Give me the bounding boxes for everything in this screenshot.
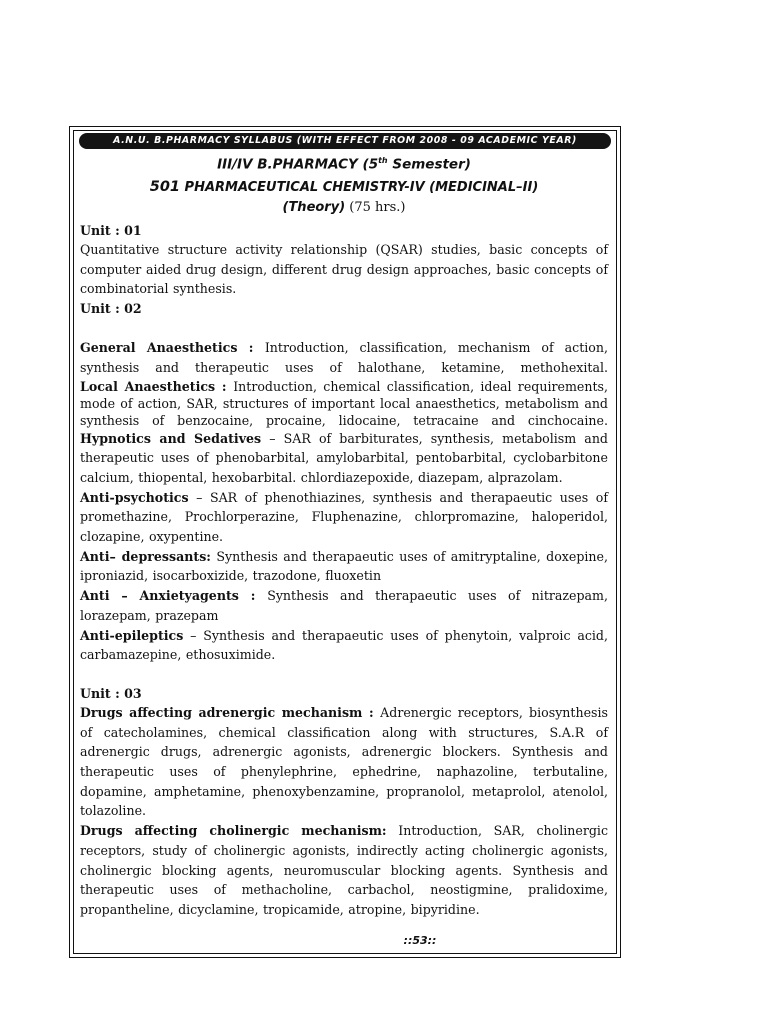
topic-label: Anti-epileptics xyxy=(80,627,184,643)
topic-paragraph xyxy=(80,338,608,377)
topic-paragraph xyxy=(80,626,608,665)
syllabus-banner: A.N.U. B.PHARMACY SYLLABUS (WITH EFFECT FROM 2008 - 09 ACADEMIC YEAR) xyxy=(79,133,611,149)
topic-label: Anti-psychotics xyxy=(80,489,189,505)
topic-text: Introduction, SAR, cholinergic receptors, study of cholinergic agonists, indirectly acting cholinergic agonists, cholinergic blocking agents, neuromuscular blocking agents. Synthesis and therapeutic uses of methacholine, carbachol, neostigmine, pralidoxime, propantheline, dicyclamine, tropicamide, atropine, bipyridine. xyxy=(80,823,608,917)
topic-text: Synthesis and therapaeutic uses of amitryptaline, doxepine, iproniazid, isocarboxizide, trazodone, fluoxetin xyxy=(80,548,608,584)
topic-label: Anti – Anxietyagents : xyxy=(80,588,268,604)
syllabus-content xyxy=(80,221,608,920)
topic-text: Adrenergic receptors, biosynthesis of catecholamines, chemical classification along with structures, S.A.R of adrenergic drugs, adrenergic agonists, adrenergic blockers. Synthesis and therapeutic uses of phenylephrine, ephedrine, naphazoline, terbutaline, dopamine, amphetamine, phenoxybenzamine, propranolol, metaprolol, atenolol, tolazoline. xyxy=(80,704,608,819)
topic-label: Hypnotics and Sedatives xyxy=(80,430,262,446)
topic-label: Drugs affecting adrenergic mechanism : xyxy=(80,704,381,720)
year-semester-title: III/IV B.PHARMACY (5th Semester) xyxy=(217,156,471,173)
unit-heading: Unit : 01 xyxy=(80,223,142,238)
topic-paragraph xyxy=(80,547,608,586)
topic-label: Anti– depressants: xyxy=(80,548,211,564)
page-number: ::53:: xyxy=(403,934,437,947)
course-name: PHARMACEUTICAL CHEMISTRY-IV (MEDICINAL–II) xyxy=(180,180,539,195)
theory-label: (Theory) xyxy=(282,200,346,215)
topic-text: Introduction, chemical classification, ideal requirements, mode of action, SAR, structures of important local anaesthetics, metabolism and synthesis of benzocaine, procaine, lidocaine, tetracaine and cinchocaine. xyxy=(80,378,608,428)
topic-paragraph xyxy=(80,378,608,429)
course-title xyxy=(80,179,608,195)
topic-paragraph xyxy=(80,429,608,488)
unit-text: Quantitative structure activity relationship (QSAR) studies, basic concepts of computer aided drug design, different drug design approaches, basic concepts of combinatorial synthesis. xyxy=(80,242,608,297)
course-type-line xyxy=(80,200,608,215)
unit-heading: Unit : 03 xyxy=(80,685,142,701)
topic-text: – SAR of phenothiazines, synthesis and therapaeutic uses of promethazine, Prochlorperazine, Fluphenazine, chlorpromazine, haloperidol, clozapine, oxypentine. xyxy=(80,489,608,545)
topic-label: General Anaesthetics : xyxy=(80,340,265,356)
topic-paragraph xyxy=(80,488,608,547)
topic-label: Local Anaesthetics : xyxy=(80,378,234,394)
topic-text: Introduction, classification, mechanism of action, synthesis and therapeutic uses of halothane, ketamine, methohexital. xyxy=(80,340,609,375)
course-hours: (75 hrs.) xyxy=(345,200,406,215)
unit-heading: Unit : 02 xyxy=(80,301,142,317)
topic-label: Drugs affecting cholinergic mechanism: xyxy=(80,823,387,839)
topic-paragraph xyxy=(80,703,608,821)
topic-text: Synthesis and therapaeutic uses of nitrazepam, lorazepam, prazepam xyxy=(80,588,609,623)
topic-paragraph xyxy=(80,586,608,625)
topic-paragraph xyxy=(80,821,608,920)
course-code: 501 xyxy=(149,179,181,195)
topic-text: – Synthesis and therapaeutic uses of phenytoin, valproic acid, carbamazepine, ethosuximide. xyxy=(80,627,608,663)
topic-text: – SAR of barbiturates, synthesis, metabolism and therapeutic uses of phenobarbital, amylobarbital, pentobarbital, cyclobarbitone calcium, thiopental, hexobarbital. chlordiazepoxide, diazepam, alprazolam. xyxy=(80,430,608,485)
